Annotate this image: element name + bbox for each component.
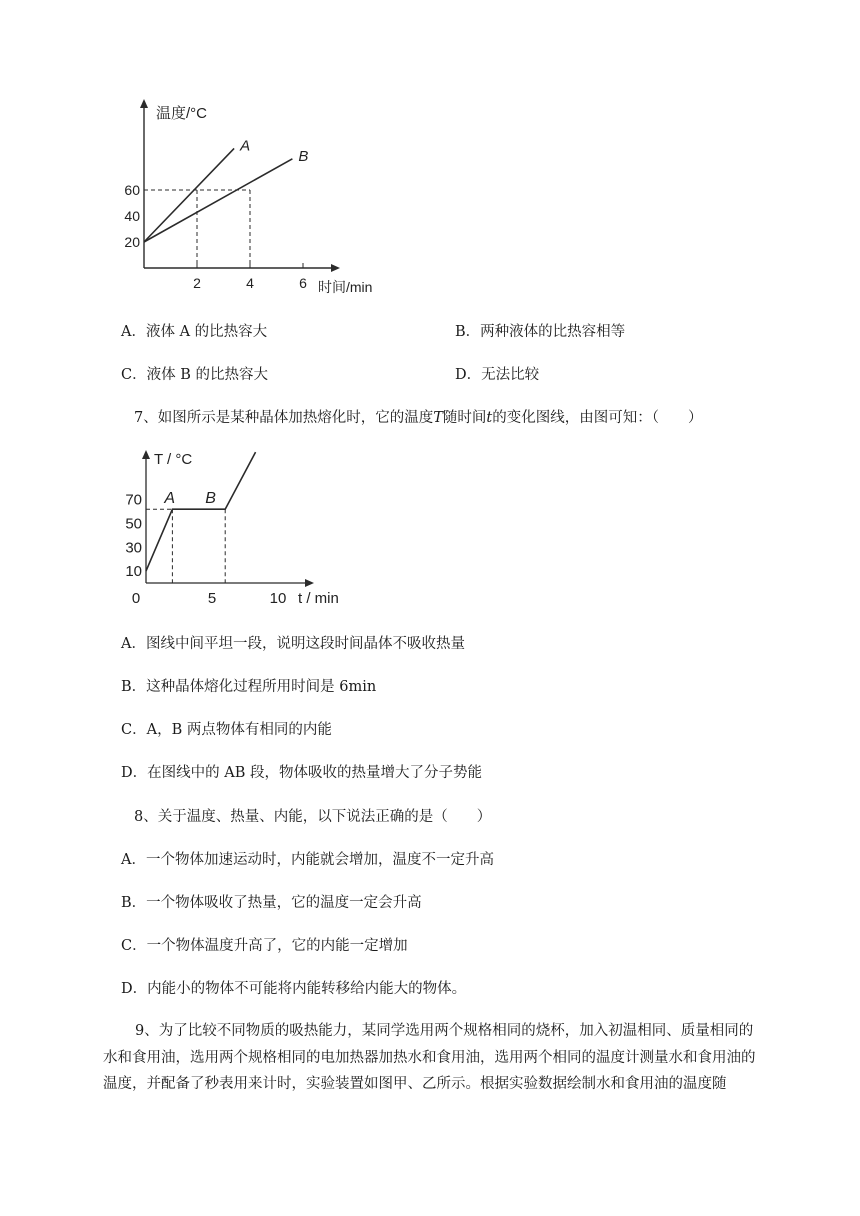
q8-option-a: A．一个物体加速运动时，内能就会增加，温度不一定升高 (121, 852, 494, 868)
y-tick-label: 40 (124, 208, 140, 224)
x-axis-label: 时间/min (318, 279, 373, 295)
q9-paragraph: 9、为了比较不同物质的吸热能力，某同学选用两个规格相同的烧杯，加入初温相同、质量相同的水和食用油，选用两个规格相同的电加热器加热水和食用油，选用两个相同的温度计测量水和食用油的温度，并配备了秒表用来计时，实验装置如图甲、乙所示。根据实验数据绘制水和食用油的温度随 (103, 1023, 756, 1092)
temperature-time-chart-a-b (110, 96, 400, 306)
q6-option-b: B．两种液体的比热容相等 (455, 324, 626, 340)
q7-stem-post: 的变化图线，由图可知：（ ） (492, 410, 703, 426)
melting-curve-line (146, 452, 256, 571)
q7-stem-var-t2: t (486, 410, 493, 426)
x-tick-label: 2 (193, 275, 201, 291)
y-axis-arrow (142, 450, 150, 459)
q8-option-b: B．一个物体吸收了热量，它的温度一定会升高 (121, 895, 422, 911)
y-tick-label: 30 (125, 539, 142, 557)
x-tick-label: 0 (131, 590, 141, 607)
series-line-b (144, 159, 292, 242)
q8-stem: 8、关于温度、热量、内能，以下说法正确的是（ ） (134, 809, 492, 825)
q8-option-c: C．一个物体温度升高了，它的内能一定增加 (121, 938, 408, 954)
x-tick-label: 5 (207, 590, 217, 607)
y-tick-label: 20 (124, 234, 140, 250)
y-axis-label: T / °C (154, 451, 193, 468)
melting-curve-chart (110, 446, 370, 616)
q7-option-c: C．A，B 两点物体有相同的内能 (121, 722, 332, 738)
point-label-a: A (164, 490, 176, 508)
series-label-a: A (240, 137, 251, 155)
y-axis-arrow (140, 99, 148, 108)
y-tick-label: 60 (124, 182, 140, 198)
point-label-b: B (205, 490, 216, 508)
q7-stem-var-t: T (433, 410, 443, 426)
x-tick-label: 6 (299, 275, 307, 291)
q7-option-d: D．在图线中的 AB 段，物体吸收的热量增大了分子势能 (121, 765, 482, 781)
series-line-a (144, 148, 234, 242)
y-tick-label: 70 (125, 491, 142, 509)
x-tick-label: 10 (269, 590, 287, 607)
x-axis-arrow (305, 579, 314, 587)
x-axis-arrow (331, 264, 340, 272)
q7-stem (134, 408, 702, 428)
q6-option-d: D．无法比较 (455, 367, 540, 383)
series-label-b: B (298, 147, 309, 165)
q7-stem-mid: 随时间 (442, 410, 487, 426)
q6-option-c: C．液体 B 的比热容大 (121, 367, 268, 383)
y-tick-label: 50 (125, 515, 142, 533)
x-axis-label: t / min (298, 590, 339, 607)
q7-stem-pre: 7、如图所示是某种晶体加热熔化时，它的温度 (134, 410, 434, 426)
q7-option-b: B．这种晶体熔化过程所用时间是 6min (121, 679, 377, 695)
q7-option-a: A．图线中间平坦一段，说明这段时间晶体不吸收热量 (121, 636, 465, 652)
y-axis-label: 温度/°C (156, 105, 207, 122)
q8-option-d: D．内能小的物体不可能将内能转移给内能大的物体。 (121, 981, 467, 997)
y-tick-label: 10 (125, 563, 142, 581)
q6-option-a: A．液体 A 的比热容大 (121, 324, 268, 340)
x-tick-label: 4 (246, 275, 254, 291)
